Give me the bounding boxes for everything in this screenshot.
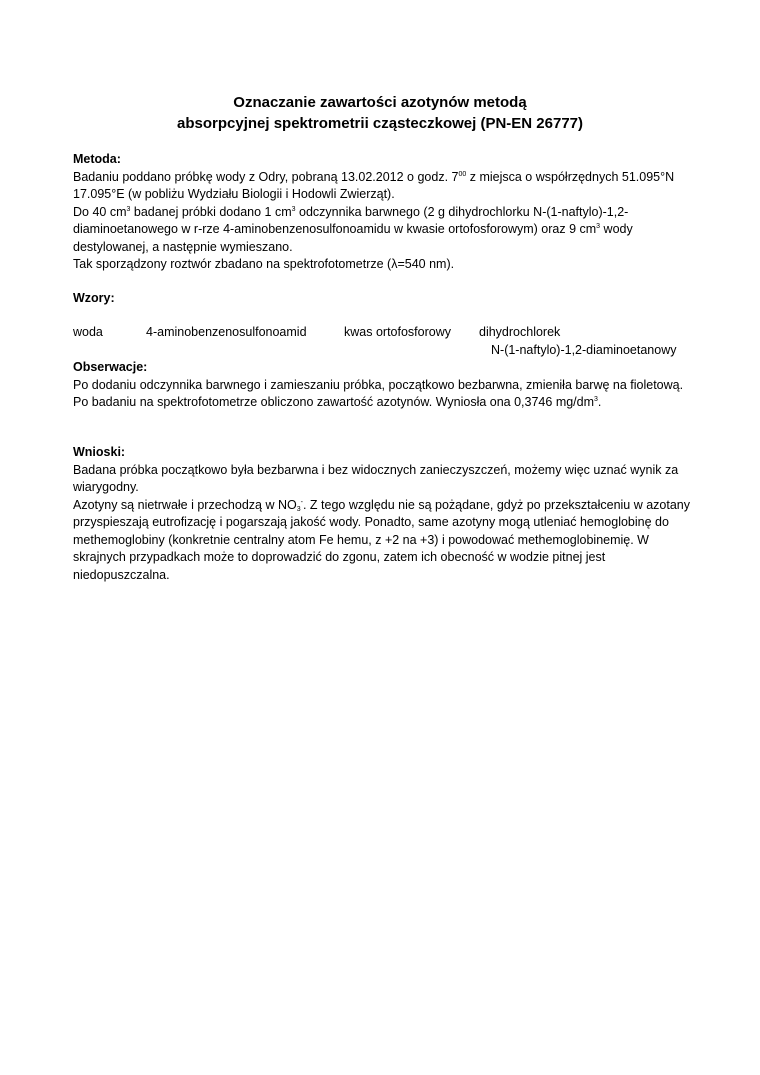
obserwacje-p2-text-a: Po badaniu na spektrofotometrze obliczono zawartość azotynów. Wyniosła ona 0,3746 mg/dm [73, 395, 595, 409]
metoda-paragraph-2 [73, 204, 693, 257]
obserwacje-p2-superscript: 3 [594, 396, 598, 403]
obserwacje-paragraph-1: Po dodaniu odczynnika barwnego i zamieszaniu próbka, początkowo bezbarwna, zmieniła barwę na fioletową. [73, 377, 684, 392]
metoda-p2-superscript-2: 3 [291, 205, 296, 213]
obserwacje-p2-text-b: . [597, 395, 602, 409]
metoda-p2-text-a: Do 40 cm [73, 204, 127, 219]
wnioski-paragraph-2 [73, 497, 693, 585]
wnioski-p2-text-b: . Z tego względu nie są pożądane, gdyż po przekształceniu w azotany przyspieszają eutrofizację i pogarszają jakość wody. Ponadto, same azotyny mogą utleniać hemoglobinę do methemoglobiny (konkretnie centralny atom Fe hemu, z +2 na +3) i powodować methemoglobinemię. W skrajnych przypadkach może to doprowadzić do zgonu, zatem ich obecność w wodzie pitnej jest niedopuszczalna. [73, 497, 691, 582]
section-metoda [73, 151, 693, 274]
metoda-p2-superscript-3: 3 [596, 223, 601, 230]
formula-label-dihydrochlorek: dihydrochlorek [479, 325, 561, 339]
section-obserwacje [73, 359, 693, 412]
formula-label-aminobenzenosulfonoamid: 4-aminobenzenosulfonoamid [146, 325, 307, 339]
document-title-line-2: absorpcyjnej spektrometrii cząsteczkowej (PN-EN 26777) [177, 115, 583, 132]
metoda-p2-text-c: odczynnika barwnego (2 g dihydrochlorku N-(1-naftylo)-1,2-diaminoetanowego w r-rze 4-aminobenzenosulfonoamidu w kwasie ortofosforowym) oraz 9 cm [73, 204, 629, 236]
wnioski-p2-superscript: - [300, 498, 303, 506]
section-wzory [73, 290, 693, 308]
metoda-p2-text-b: badanej próbki dodano 1 cm [130, 204, 292, 219]
metoda-paragraph-3: Tak sporządzony roztwór zbadano na spektrofotometrze (λ=540 nm). [73, 257, 455, 271]
formula-labels-row [73, 324, 693, 360]
obserwacje-heading: Obserwacje: [73, 360, 148, 374]
wzory-heading: Wzory: [73, 291, 115, 305]
metoda-p1-text-a: Badaniu poddano próbkę wody z Odry, pobraną 13.02.2012 o godz. 7 [73, 169, 459, 184]
formula-label-diaminoetanowy: N-(1-naftylo)-1,2-diaminoetanowy [491, 342, 677, 357]
formula-label-kwas-ortofosforowy: kwas ortofosforowy [344, 325, 451, 339]
obserwacje-paragraph-2 [73, 394, 693, 412]
formula-label-woda: woda [73, 325, 103, 339]
metoda-paragraph-1 [73, 169, 693, 204]
document-title-line-1: Oznaczanie zawartości azotynów metodą [233, 94, 527, 111]
wnioski-heading: Wnioski: [73, 445, 126, 459]
wnioski-p2-subscript: 3 [296, 505, 301, 513]
metoda-p2-superscript-1: 3 [126, 205, 131, 213]
wnioski-paragraph-1: Badana próbka początkowo była bezbarwna i bez widocznych zanieczyszczeń, możemy więc uznać wynik za wiarygodny. [73, 462, 679, 494]
metoda-p2-text-d: wody destylowanej, a następnie wymieszano. [73, 222, 633, 254]
metoda-p1-superscript: 00 [458, 170, 467, 178]
section-wnioski [73, 444, 693, 584]
metoda-heading: Metoda: [73, 152, 121, 166]
wnioski-p2-text-a: Azotyny są nietrwałe i przechodzą w NO [73, 497, 297, 512]
metoda-p1-text-b: z miejsca o współrzędnych 51.095°N 17.095°E (w pobliżu Wydziału Biologii i Hodowli Zwierząt). [73, 169, 675, 201]
